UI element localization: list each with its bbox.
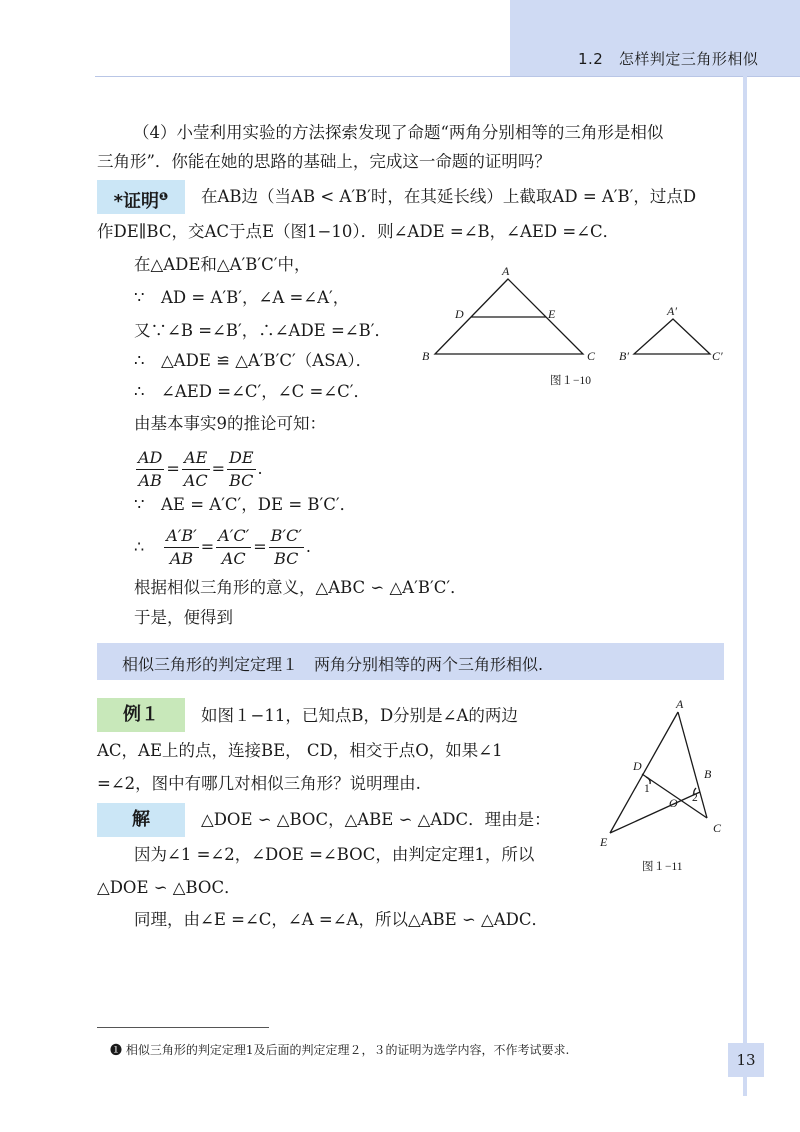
label-b: B (422, 349, 430, 363)
solution-line-3: △DOE ∽ △BOC． (97, 878, 241, 897)
solution-line-2: 因为∠1 =∠2，∠DOE =∠BOC，由判定定理1，所以 (134, 845, 535, 864)
figure-1-10-caption: 图１−10 (550, 375, 591, 387)
proof-line-8: 由基本事实9的推论可知： (134, 414, 326, 433)
label-angle-1: 1 (644, 783, 650, 795)
intro-line-2: 三角形”．你能在她的思路的基础上，完成这一命题的证明吗？ (97, 152, 551, 171)
label-e: E (600, 835, 608, 849)
label-b: B (704, 767, 712, 781)
label-a: A (502, 264, 510, 278)
solution-line-4: 同理，由∠E =∠C，∠A =∠A，所以△ABE ∽ △ADC． (134, 910, 548, 929)
proof-line-6: ∴ △ADE ≌ △A′B′C′（ASA）． (134, 351, 373, 370)
label-c: C (713, 821, 722, 835)
figure-1-11-caption: 图１−11 (642, 861, 683, 873)
proof-line-5: 又∵∠B =∠B′，∴∠ADE =∠B′． (134, 321, 391, 340)
margin-rule (743, 76, 747, 1096)
proof-line-1: 在AB边（当AB < A′B′时，在其延长线）上截取AD = A′B′，过点D (201, 187, 697, 206)
example-label: 例１ (97, 698, 185, 732)
footnote-marker: ❶ (159, 190, 169, 203)
label-c-prime: C′ (712, 349, 723, 363)
ratio-equation-1: $\frac{AD}{AB}$ = $\frac{AE}{AC}$ = $\frac{DE}{BC}$ . (138, 448, 263, 490)
example-line-1: 如图１−11，已知点B，D分别是∠A的两边 (201, 706, 518, 725)
footnote: ❶ 相似三角形的判定定理1及后面的判定定理２，３的证明为选学内容，不作考试要求. (110, 1043, 570, 1057)
section-title: 1.2 怎样判定三角形相似 (578, 50, 759, 68)
theorem-text: 相似三角形的判定定理１ 两角分别相等的两个三角形相似. (122, 655, 544, 674)
label-b-prime: B′ (619, 349, 629, 363)
segment-eb (610, 792, 700, 833)
solution-label: 解 (97, 803, 185, 837)
proof-line-4: ∵ AD = A′B′，∠A =∠A′， (134, 288, 350, 307)
intro-line-1: （4）小莹利用实验的方法探索发现了命题“两角分别相等的三角形是相似 (133, 123, 664, 142)
proof-line-9: ∵ AE = A′C′，DE = B′C′． (134, 495, 357, 514)
label-c: C (587, 349, 596, 363)
label-a-prime: A′ (667, 304, 677, 318)
segment-ae (610, 712, 678, 833)
label-d: D (455, 307, 464, 321)
proof-line-11: 于是，便得到 (134, 608, 233, 627)
proof-line-7: ∴ ∠AED =∠C′，∠C =∠C′． (134, 382, 370, 401)
label-o: O (669, 796, 678, 810)
label-d: D (633, 759, 642, 773)
triangle-a2b2c2 (634, 319, 710, 354)
label-e: E (548, 307, 556, 321)
footnote-rule (97, 1027, 269, 1028)
header-rule (95, 76, 800, 77)
proof-line-3: 在△ADE和△A′B′C′中， (134, 255, 311, 274)
label-angle-2: 2 (692, 792, 698, 804)
proof-line-10: 根据相似三角形的意义，△ABC ∽ △A′B′C′． (134, 578, 467, 597)
figure-1-11 (590, 698, 740, 878)
solution-line-1: △DOE ∽ △BOC，△ABE ∽ △ADC．理由是： (201, 810, 551, 829)
figure-1-10 (410, 262, 740, 392)
label-a: A (676, 698, 684, 711)
proof-line-2: 作DE∥BC，交AC于点E（图1−10）．则∠ADE =∠B，∠AED =∠C． (97, 222, 620, 241)
page-number: 13 (736, 1051, 756, 1069)
proof-label: *证明$^❶$ (97, 180, 185, 214)
ratio-equation-2: ∴ $\frac{A'B'}{AB}$ = $\frac{A'C'}{AC}$ = $\frac{B'C'}{BC}$ . (134, 526, 311, 568)
example-line-2: AC，AE上的点，连接BE， CD，相交于点O，如果∠1 (97, 741, 503, 760)
example-line-3: =∠2，图中有哪几对相似三角形？说明理由. (97, 774, 421, 793)
